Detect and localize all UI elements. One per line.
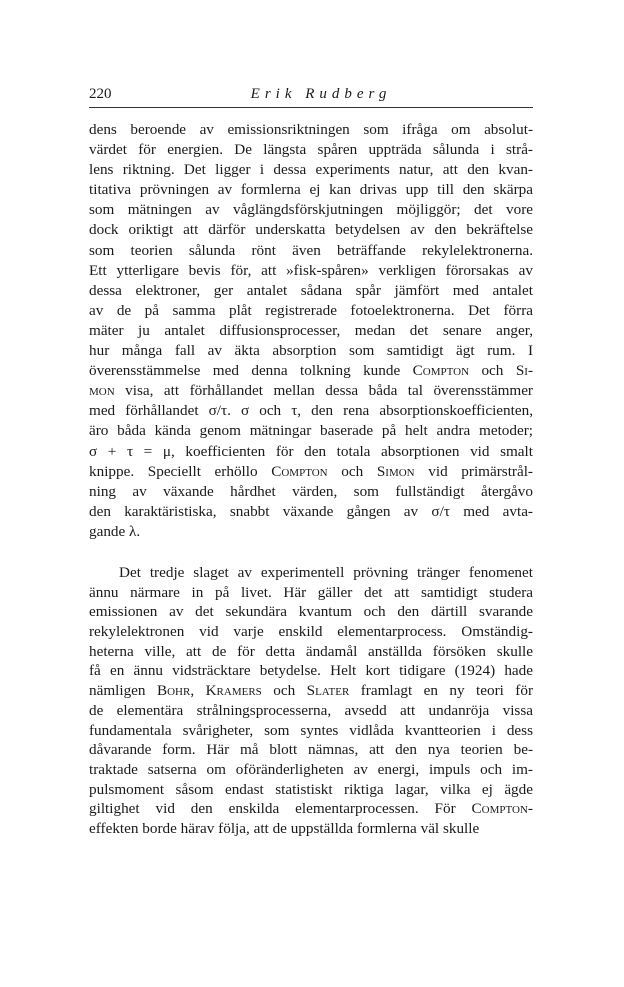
text-segment: och [469, 362, 516, 380]
text-segment: emissionen av det sekundära kvantum och den därtill svarande [89, 603, 533, 621]
text-line [89, 522, 533, 542]
text-segment: värdet för energien. De längsta spåren uppträda sålunda i strå- [89, 141, 533, 159]
author-name: Si- [515, 362, 533, 380]
text-segment: framlagt en ny teori för [349, 682, 534, 700]
text-segment: pulsmoment såsom endast statistiskt riktiga lagar, vilka ej ägde [89, 780, 533, 798]
author-name: mon [89, 382, 115, 400]
text-line [89, 462, 533, 482]
text-segment: hur många fall av äkta absorption som samtidigt ägt rum. I [89, 342, 533, 360]
text-line [89, 301, 533, 321]
text-line [89, 241, 533, 261]
text-line [89, 200, 533, 220]
text-line [89, 180, 533, 200]
text-line [89, 681, 533, 701]
text-segment: dens beroende av emissionsriktningen som ifråga om absolut- [89, 121, 533, 138]
text-segment: mäter ju antalet diffusionsprocesser, medan det senare anger, [89, 321, 533, 339]
text-segment: de elementära strålningsprocesserna, avsedd att undanröja vissa [89, 701, 533, 719]
text-line [89, 780, 533, 800]
text-segment: som teorien sålunda rönt även beträffande rekylelektronerna. [89, 241, 533, 259]
author-name: Compton- [471, 800, 533, 818]
text-line [89, 281, 533, 301]
text-line [89, 421, 533, 441]
text-segment: med förhållandet σ/τ. σ och τ, den rena absorptionskoefficienten, [89, 402, 533, 420]
text-segment: gande λ. [89, 522, 141, 540]
text-line [89, 140, 533, 160]
text-line [89, 642, 533, 662]
text-segment: rekylelektronen vid varje enskild elementarprocess. Omständig- [89, 623, 533, 641]
text-segment: traktade satserna om oföränderligheten av energi, impuls och im- [89, 760, 533, 778]
text-segment: dessa elektroner, ger antalet sådana spår jämfört med antalet [89, 281, 533, 299]
text-segment: den karaktäristiska, snabbt växande gången av σ/τ med avta- [89, 502, 533, 520]
text-line [89, 760, 533, 780]
text-segment: få en ännu vidsträcktare betydelse. Helt kort tidigare (1924) hade [89, 662, 533, 680]
text-line [89, 721, 533, 741]
text-line [89, 321, 533, 341]
text-segment: Ett ytterligare bevis för, att »fisk-spåren» verkligen förorsakas av [89, 261, 533, 279]
text-segment: knippe. Speciellt erhöllo [89, 462, 272, 480]
page-number: 220 [89, 86, 112, 102]
header-rule [89, 107, 533, 108]
text-line [89, 361, 533, 381]
text-segment: dock oriktigt att därför underskatta betydelsen av den bekräftelse [89, 221, 533, 239]
author-name: Slater [306, 682, 350, 700]
author-name: Compton [271, 462, 328, 480]
text-segment: σ + τ = μ, koefficienten för den totala absorptionen vid smalt [89, 442, 533, 460]
text-line [89, 563, 533, 583]
text-segment: fundamentala svårigheter, som syntes vidlåda kvantteorien i dess [89, 721, 533, 739]
text-segment: giltighet vid den enskilda elementarprocessen. För [89, 800, 472, 818]
text-line [89, 341, 533, 361]
author-name: Bohr [156, 682, 191, 700]
text-line [89, 220, 533, 240]
text-line [89, 819, 533, 839]
text-segment: lens riktning. Det ligger i dessa experiments natur, att den kvan- [89, 161, 533, 179]
text-line [89, 622, 533, 642]
text-segment: överensstämmelse med denna tolkning kunde [89, 362, 413, 380]
text-line [89, 740, 533, 760]
text-line [89, 701, 533, 721]
text-line [89, 120, 533, 140]
text-line [89, 442, 533, 462]
paragraph-1 [89, 120, 533, 542]
text-segment: visa, att förhållandet mellan dessa båda tal överensstämmer [114, 382, 533, 400]
text-line [89, 583, 533, 603]
text-line [89, 160, 533, 180]
text-segment: nämligen [89, 682, 157, 700]
author-name: Kramers [205, 682, 262, 700]
text-segment: Det tredje slaget av experimentell prövning tränger fenomenet [119, 564, 533, 581]
text-line [89, 401, 533, 421]
text-line [89, 602, 533, 622]
text-segment: och [327, 462, 377, 480]
text-segment: äro båda kända genom mätningar baserade på helt andra metoder; [89, 422, 533, 440]
text-segment: heterna ville, att de för detta ändamål anställda försöken skulle [89, 642, 533, 660]
text-segment: och [261, 682, 307, 700]
text-segment: vid primärstrål- [414, 462, 533, 480]
text-segment: av de på samma plåt registrerade fotoelektronerna. Det förra [89, 301, 533, 319]
author-name: Compton [412, 362, 470, 380]
running-title: Erik Rudberg [250, 86, 392, 102]
page-header [89, 86, 533, 106]
text-segment: som mätningen av våglängdsförskjutningen möjliggör; det vore [89, 201, 533, 219]
text-line [89, 799, 533, 819]
paragraph-2 [89, 563, 533, 839]
text-segment: ning av växande hårdhet värden, som fullständigt återgåvo [89, 482, 533, 500]
text-segment: , [190, 682, 206, 700]
text-line [89, 381, 533, 401]
text-segment: effekten borde härav följa, att de uppställda formlerna väl skulle [89, 819, 480, 837]
text-segment: dåvarande form. Här må blott nämnas, att den nya teorien be- [89, 741, 533, 759]
text-segment: titativa prövningen av formlerna ej kan drivas upp till den skärpa [89, 181, 533, 199]
text-line [89, 502, 533, 522]
text-line [89, 661, 533, 681]
text-line [89, 261, 533, 281]
text-segment: ännu närmare in på livet. Här gäller det att samtidigt studera [89, 583, 533, 601]
author-name: Simon [376, 462, 415, 480]
text-line [89, 482, 533, 502]
